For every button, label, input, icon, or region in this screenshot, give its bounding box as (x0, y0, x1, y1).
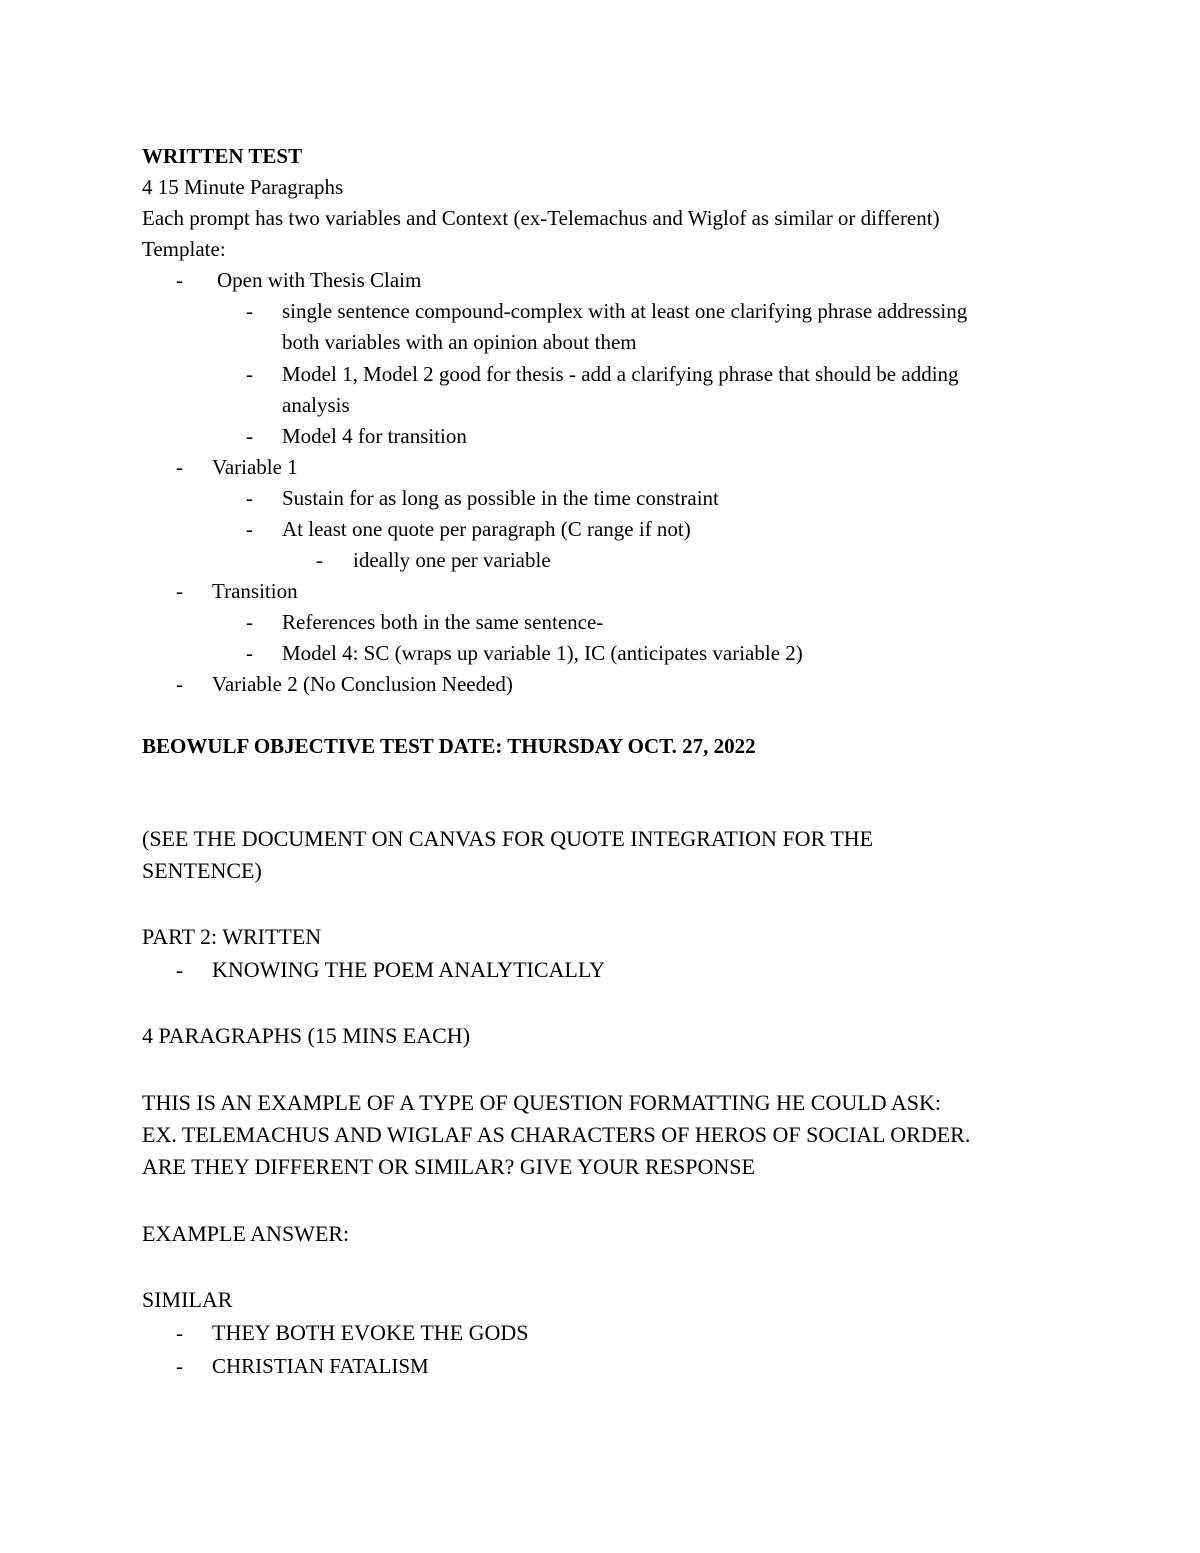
sub-bullet-dash: - (246, 362, 253, 386)
bullet-variable-2: Variable 2 (No Conclusion Needed) (212, 672, 513, 696)
example-question-line-3: ARE THEY DIFFERENT OR SIMILAR? GIVE YOUR RESPONSE (142, 1154, 755, 1179)
sub-bullet-dash: - (246, 486, 253, 510)
sub-bullet-dash: - (246, 424, 253, 448)
part2-bullet: KNOWING THE POEM ANALYTICALLY (212, 957, 605, 982)
canvas-note-line-1: (SEE THE DOCUMENT ON CANVAS FOR QUOTE INTEGRATION FOR THE (142, 826, 874, 851)
similar-bullet: CHRISTIAN FATALISM (212, 1354, 429, 1378)
sub-bullet-text: References both in the same sentence- (282, 610, 604, 634)
sub-bullet-text-cont: both variables with an opinion about them (282, 330, 637, 354)
sub-bullet-text: Model 4 for transition (282, 424, 467, 448)
sub-bullet-text: Model 4: SC (wraps up variable 1), IC (anticipates variable 2) (282, 641, 803, 665)
bullet-open-thesis: Open with Thesis Claim (217, 268, 422, 292)
sub-bullet-text: Model 1, Model 2 good for thesis - add a clarifying phrase that should be adding (282, 362, 959, 386)
bullet-transition: Transition (212, 579, 298, 603)
written-test-heading: WRITTEN TEST (142, 144, 303, 168)
bullet-dash: - (176, 1321, 183, 1345)
part2-heading: PART 2: WRITTEN (142, 924, 322, 949)
template-label: Template: (142, 237, 226, 261)
similar-heading: SIMILAR (142, 1287, 233, 1312)
example-answer-label: EXAMPLE ANSWER: (142, 1221, 350, 1246)
bullet-dash: - (176, 672, 183, 696)
sub-bullet-dash: - (246, 517, 253, 541)
paragraphs-note: 4 PARAGRAPHS (15 MINS EACH) (142, 1023, 471, 1048)
sub-bullet-text: Sustain for as long as possible in the time constraint (282, 486, 719, 510)
bullet-dash: - (176, 1354, 183, 1378)
objective-test-date: BEOWULF OBJECTIVE TEST DATE: THURSDAY OCT. 27, 2022 (142, 734, 756, 758)
bullet-dash: - (176, 958, 183, 982)
written-test-line-1: 4 15 Minute Paragraphs (142, 175, 344, 199)
canvas-note-line-2: SENTENCE) (142, 858, 262, 883)
example-question-line-1: THIS IS AN EXAMPLE OF A TYPE OF QUESTION FORMATTING HE COULD ASK: (142, 1090, 941, 1115)
bullet-dash: - (176, 455, 183, 479)
bullet-variable-1: Variable 1 (212, 455, 298, 479)
sub-bullet-text-cont: analysis (282, 393, 350, 417)
bullet-dash: - (176, 579, 183, 603)
similar-bullet: THEY BOTH EVOKE THE GODS (212, 1320, 529, 1345)
bullet-dash: - (176, 268, 183, 292)
sub-bullet-text: single sentence compound-complex with at least one clarifying phrase addressing (282, 299, 968, 323)
sub-sub-bullet-dash: - (316, 548, 323, 572)
sub-bullet-dash: - (246, 299, 253, 323)
sub-sub-bullet-text: ideally one per variable (353, 548, 551, 572)
written-test-line-2: Each prompt has two variables and Context (ex-Telemachus and Wiglof as similar or different) (142, 206, 940, 230)
sub-bullet-dash: - (246, 610, 253, 634)
sub-bullet-dash: - (246, 641, 253, 665)
sub-bullet-text: At least one quote per paragraph (C range if not) (282, 517, 691, 541)
example-question-line-2: EX. TELEMACHUS AND WIGLAF AS CHARACTERS OF HEROS OF SOCIAL ORDER. (142, 1122, 971, 1147)
